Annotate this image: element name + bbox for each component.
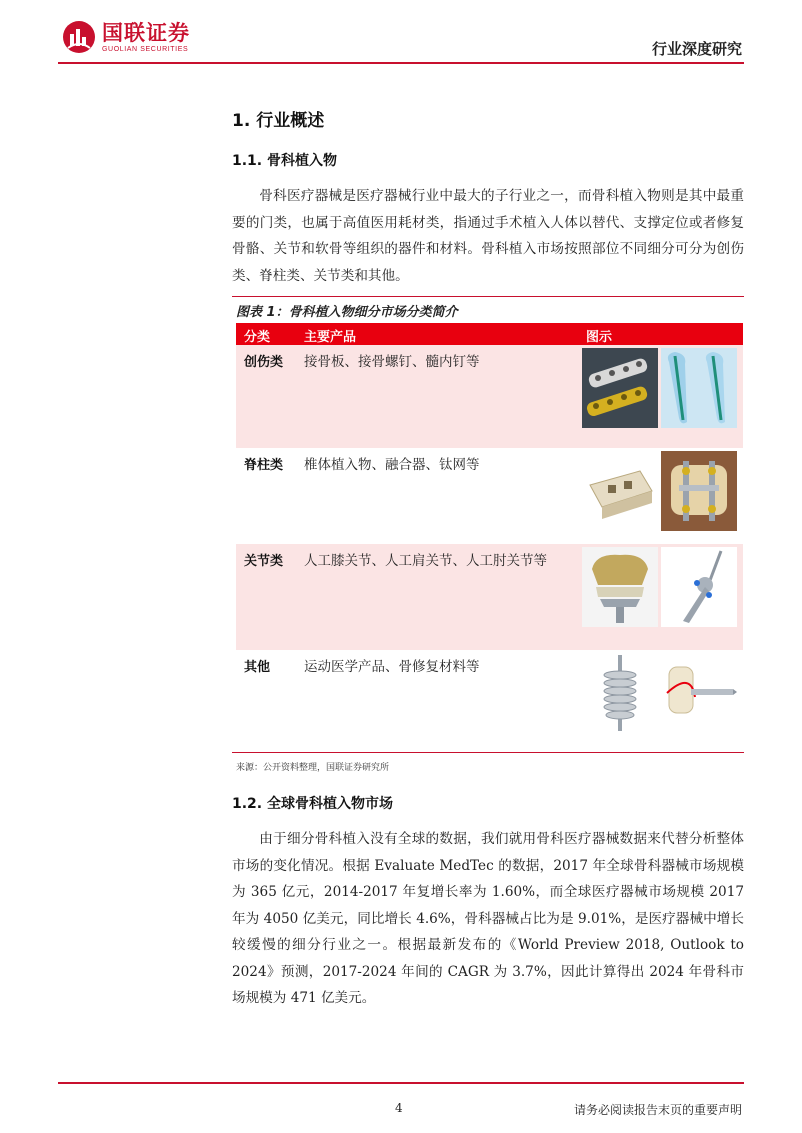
bone-screw-image xyxy=(582,653,658,733)
row-category: 关节类 xyxy=(244,554,284,569)
table-header xyxy=(236,323,743,345)
figure-title: 图表 1：骨科植入物细分市场分类简介 xyxy=(236,305,458,320)
row-products: 接骨板、接骨螺钉、髓内钉等 xyxy=(304,354,480,370)
suture-anchor-image xyxy=(661,653,737,733)
page-number: 4 xyxy=(395,1101,403,1115)
section-1-1-text: 骨科医疗器械是医疗器械行业中最大的子行业之一，而骨科植入物则是其中最重要的门类，也属于高值医用耗材类，指通过手术植入人体以替代、支撑定位或者修复骨骼、关节和软骨等组织的器件和材料。骨科植入市场按照部位不同细分可分为创伤类、脊柱类、关节类和其他。 xyxy=(232,188,744,284)
shoulder-joint-image xyxy=(661,547,737,627)
section-1-1-title: 1.1. 骨科植入物 xyxy=(232,153,337,169)
section-1-title: 1. 行业概述 xyxy=(232,111,325,131)
row-category: 创伤类 xyxy=(244,355,284,370)
logo-name-cn: 国联证券 xyxy=(102,20,190,45)
header-divider xyxy=(58,62,744,64)
table-row xyxy=(236,448,743,544)
fusion-cage-image xyxy=(582,451,658,531)
table-row xyxy=(236,650,743,754)
row-products: 运动医学产品、骨修复材料等 xyxy=(304,659,480,675)
report-type: 行业深度研究 xyxy=(651,40,742,58)
knee-joint-image xyxy=(582,547,658,627)
bone-plate-image xyxy=(582,348,658,428)
segment-table xyxy=(236,323,743,754)
figure-source: 来源：公开资料整理，国联证券研究所 xyxy=(236,763,390,773)
col-header-products: 主要产品 xyxy=(304,330,357,345)
section-1-2-paragraph xyxy=(232,826,744,1012)
section-1-2-text: 由于细分骨科植入没有全球的数据，我们就用骨科医疗器械数据来代替分析整体市场的变化情况。根据 Evaluate MedTec 的数据，2017 年全球骨科器械市场规模为 365 亿元，2014-2017 年复增长率为 1.60%，而全球医疗器械市场规模 2017 年为 4050 亿美元，同比增长 4.6%，骨科器械占比为是 9.01%，是医疗器械中增长较缓慢的细分行业之一。根据最新发布的《World Preview 2018, Outlook to 2024》预测，2017-2024 年间的 CAGR 为 3.7%，因此计算得出 2024 年骨科市场规模为 471 亿美元。 xyxy=(232,831,744,1006)
row-category: 其他 xyxy=(244,660,271,675)
footer-divider xyxy=(58,1082,744,1084)
logo-name-en: GUOLIAN SECURITIES xyxy=(102,45,189,53)
spinal-fixation-image xyxy=(661,451,737,531)
row-products: 人工膝关节、人工肩关节、人工肘关节等 xyxy=(304,553,547,569)
logo-mark-icon xyxy=(62,20,96,54)
row-products: 椎体植入物、融合器、钛网等 xyxy=(304,457,480,473)
table-row xyxy=(236,345,743,448)
table-row xyxy=(236,544,743,650)
col-header-images: 图示 xyxy=(586,330,613,345)
figure-top-divider xyxy=(232,296,744,297)
intramedullary-nail-image xyxy=(661,348,737,428)
row-category: 脊柱类 xyxy=(244,458,284,473)
figure-bottom-divider xyxy=(232,752,744,753)
col-header-category: 分类 xyxy=(244,330,271,345)
section-1-2-title: 1.2. 全球骨科植入物市场 xyxy=(232,796,393,812)
section-1-1-paragraph xyxy=(232,183,744,289)
footer-disclaimer: 请务必阅读报告末页的重要声明 xyxy=(573,1103,742,1117)
company-logo xyxy=(62,20,190,54)
